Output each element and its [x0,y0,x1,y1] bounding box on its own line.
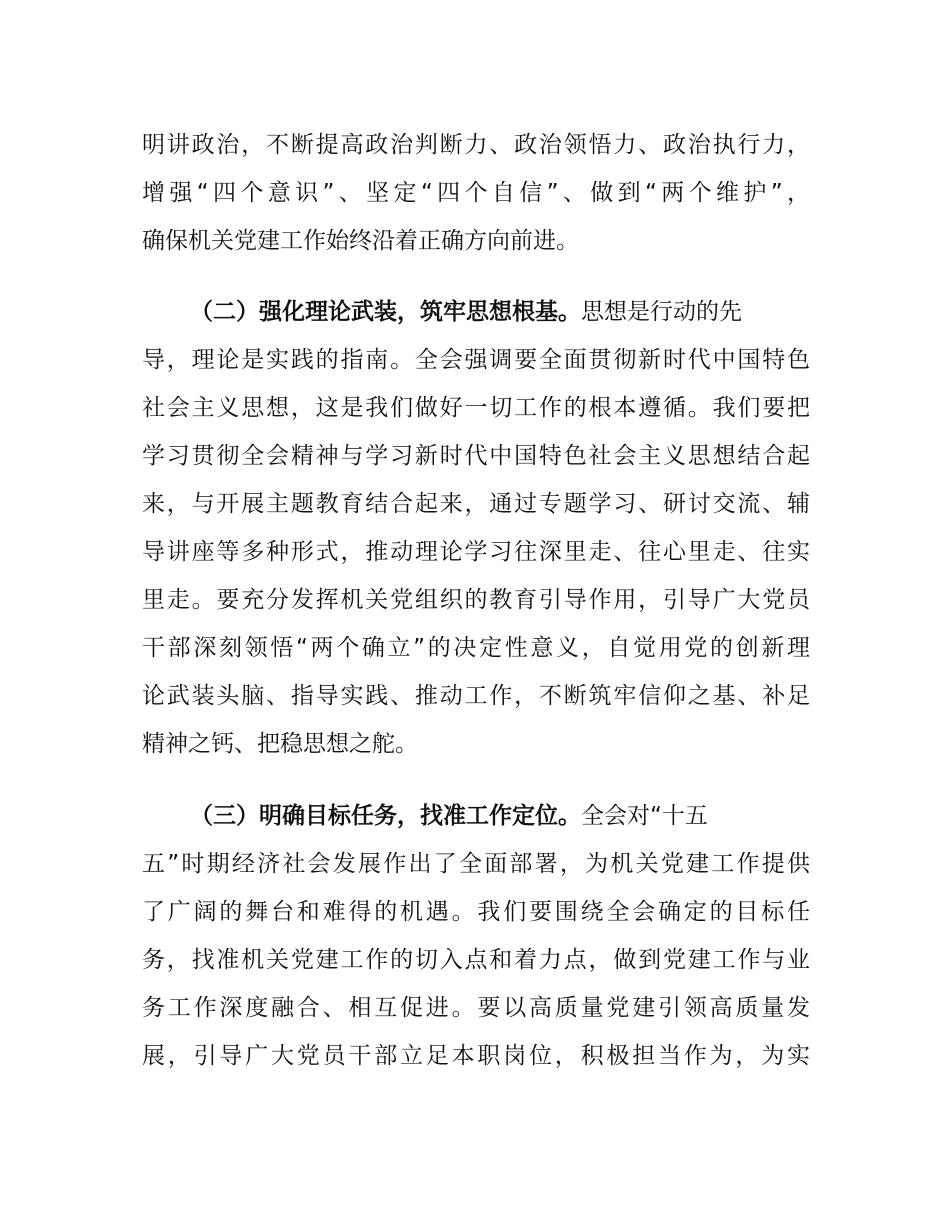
text-line: 学习贯彻全会精神与学习新时代中国特色社会主义思想结合起 [142,443,810,469]
text-span: 全会对“十五 [581,803,708,829]
text-line: 社会主义思想，这是我们做好一切工作的根本遵循。我们要把 [142,395,810,421]
text-line: 精神之钙、把稳思想之舵。 [142,731,418,757]
text-line: 论武装头脑、指导实践、推动工作，不断筑牢信仰之基、补足 [142,683,810,709]
text-line: 明讲政治，不断提高政治判断力、政治领悟力、政治执行力， [142,132,810,158]
text-span: 思想是行动的先 [581,299,742,325]
text-line: 增强“四个意识”、坚定“四个自信”、做到“两个维护”， [142,180,810,206]
paragraph-1 [142,121,810,265]
text-line: 来，与开展主题教育结合起来，通过专题学习、研讨交流、辅 [142,491,810,517]
text-line: 五”时期经济社会发展作出了全面部署，为机关党建工作提供 [142,851,810,877]
paragraph-2 [142,288,810,768]
section-heading: （三）明确目标任务，找准工作定位。 [190,803,581,829]
text-line: 务工作深度融合、相互促进。要以高质量党建引领高质量发 [142,995,810,1021]
paragraph-3 [142,792,810,1080]
text-line: 干部深刻领悟“两个确立”的决定性意义，自觉用党的创新理 [142,635,810,661]
text-line: 导讲座等多种形式，推动理论学习往深里走、往心里走、往实 [142,539,810,565]
text-line [142,792,810,840]
text-line: 了广阔的舞台和难得的机遇。我们要围绕全会确定的目标任 [142,899,810,925]
text-line: 务，找准机关党建工作的切入点和着力点，做到党建工作与业 [142,947,810,973]
text-line: 展，引导广大党员干部立足本职岗位，积极担当作为，为实 [142,1043,810,1069]
text-line: 确保机关党建工作始终沿着正确方向前进。 [142,228,579,254]
text-line [142,288,810,336]
section-heading: （二）强化理论武装，筑牢思想根基。 [190,299,581,325]
text-line: 里走。要充分发挥机关党组织的教育引导作用，引导广大党员 [142,587,810,613]
text-line: 导，理论是实践的指南。全会强调要全面贯彻新时代中国特色 [142,347,810,373]
